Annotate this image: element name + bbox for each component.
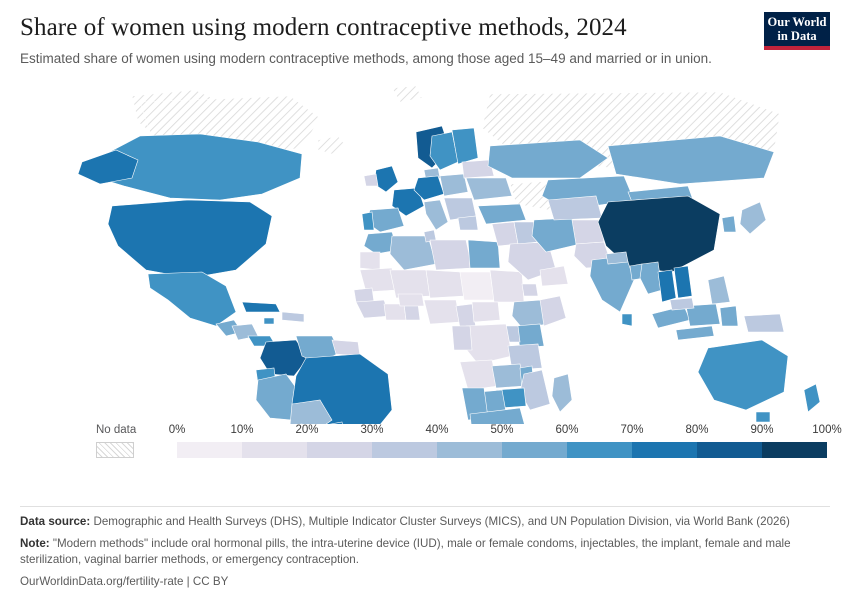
country-hispaniola — [282, 312, 304, 322]
country-western-sahara — [360, 252, 380, 270]
legend-tick-1: 10% — [230, 424, 254, 437]
country-papua-new-guinea — [744, 314, 784, 332]
country-australia — [698, 340, 788, 410]
chart-subtitle: Estimated share of women using modern contraceptive methods, among those aged 15–49 and married or in union. — [20, 50, 712, 66]
country-angola — [460, 360, 498, 390]
country-greece — [458, 216, 478, 230]
footer-divider — [20, 506, 830, 507]
country-india — [590, 256, 634, 312]
country-ireland — [364, 174, 378, 186]
country-indonesia-sumatra — [652, 306, 690, 328]
legend-bin-20-30[interactable] — [307, 442, 372, 458]
legend-bin-0-10[interactable] — [177, 442, 242, 458]
legend-bin-90-100[interactable] — [762, 442, 827, 458]
country-ivory-coast — [384, 304, 406, 320]
country-mexico — [148, 272, 236, 326]
legend-tick-9: 90% — [750, 424, 774, 437]
country-eritrea-djibouti — [522, 284, 538, 296]
country-iceland — [318, 136, 346, 154]
country-egypt — [468, 240, 500, 268]
country-vietnam — [674, 266, 692, 298]
country-turkey — [478, 204, 526, 224]
country-uzbek-turkmen — [548, 196, 602, 220]
legend-tick-0: 0% — [168, 424, 186, 437]
country-tasmania — [756, 412, 770, 422]
legend-bin-70-80[interactable] — [632, 442, 697, 458]
country-niger — [426, 270, 464, 298]
country-indonesia-sulawesi — [720, 306, 738, 326]
country-sudan — [490, 270, 524, 302]
country-portugal — [362, 212, 374, 230]
country-chad — [460, 272, 494, 300]
note-text: "Modern methods" include oral hormonal pills, the intra-uterine device (IUD), male or female condoms, injectables, the implant, female and male sterilization, vaginal barrier methods, or emergency contraception. — [20, 536, 791, 567]
country-jamaica — [264, 318, 274, 324]
map-svg — [20, 74, 830, 424]
country-nigeria — [424, 300, 460, 324]
country-svalbard — [392, 86, 422, 102]
legend-tick-5: 50% — [490, 424, 514, 437]
country-ghana — [404, 304, 420, 320]
legend-bin-10-20[interactable] — [242, 442, 307, 458]
legend-tick-7: 70% — [620, 424, 644, 437]
page-title: Share of women using modern contraceptive methods, 2024 — [20, 14, 627, 41]
country-senegal — [354, 288, 374, 302]
map-legend[interactable] — [20, 424, 842, 472]
country-italy — [424, 200, 448, 230]
country-central-african-republic — [472, 302, 500, 322]
country-cuba — [242, 302, 280, 312]
legend-tick-3: 30% — [360, 424, 384, 437]
country-gabon-congo — [452, 326, 472, 350]
country-indonesia-java — [676, 326, 714, 340]
legend-tick-4: 40% — [425, 424, 449, 437]
country-nepal — [606, 252, 628, 264]
country-united-states — [108, 200, 272, 278]
note-label: Note: — [20, 536, 50, 550]
chart-header — [20, 14, 830, 68]
note-line — [20, 536, 830, 569]
legend-bin-40-50[interactable] — [437, 442, 502, 458]
country-new-zealand — [804, 384, 820, 412]
country-yemen-oman — [540, 266, 568, 286]
owid-source-link[interactable]: OurWorldinData.org/fertility-rate | CC BY — [20, 574, 229, 588]
legend-bin-50-60[interactable] — [502, 442, 567, 458]
chart-footer — [20, 506, 830, 590]
legend-bin-80-90[interactable] — [697, 442, 762, 458]
legend-bin-60-70[interactable] — [567, 442, 632, 458]
legend-tick-8: 80% — [685, 424, 709, 437]
map-countries — [50, 86, 820, 424]
country-philippines — [708, 276, 730, 304]
owid-logo-line1: Our World — [767, 15, 827, 29]
owid-logo-line2: in Data — [777, 28, 817, 43]
legend-tick-2: 20% — [295, 424, 319, 437]
legend-tick-6: 60% — [555, 424, 579, 437]
legend-tick-10: 100% — [812, 424, 842, 437]
country-korea — [722, 216, 736, 232]
world-choropleth-map[interactable] — [20, 74, 830, 424]
country-sri-lanka — [622, 314, 632, 326]
country-ukraine — [466, 178, 512, 200]
country-malaysia — [670, 298, 694, 310]
data-source-line — [20, 514, 830, 530]
country-guyana-suriname — [332, 340, 360, 356]
country-thailand — [658, 270, 676, 302]
country-united-kingdom — [374, 166, 398, 192]
legend-tick-labels — [20, 424, 842, 440]
country-somalia — [540, 296, 566, 326]
legend-bin-30-40[interactable] — [372, 442, 437, 458]
country-japan — [740, 202, 766, 234]
country-libya — [430, 240, 472, 270]
legend-no-data-label: No data — [96, 424, 137, 437]
legend-no-data-swatch[interactable] — [96, 442, 134, 458]
data-source-label: Data source: — [20, 515, 91, 529]
country-burkina-faso — [398, 294, 424, 306]
owid-logo[interactable] — [764, 12, 830, 50]
country-zambia — [492, 364, 524, 388]
data-source-text: Demographic and Health Surveys (DHS), Multiple Indicator Cluster Surveys (MICS), and UN Population Division, via World Bank (2026) — [93, 515, 790, 529]
